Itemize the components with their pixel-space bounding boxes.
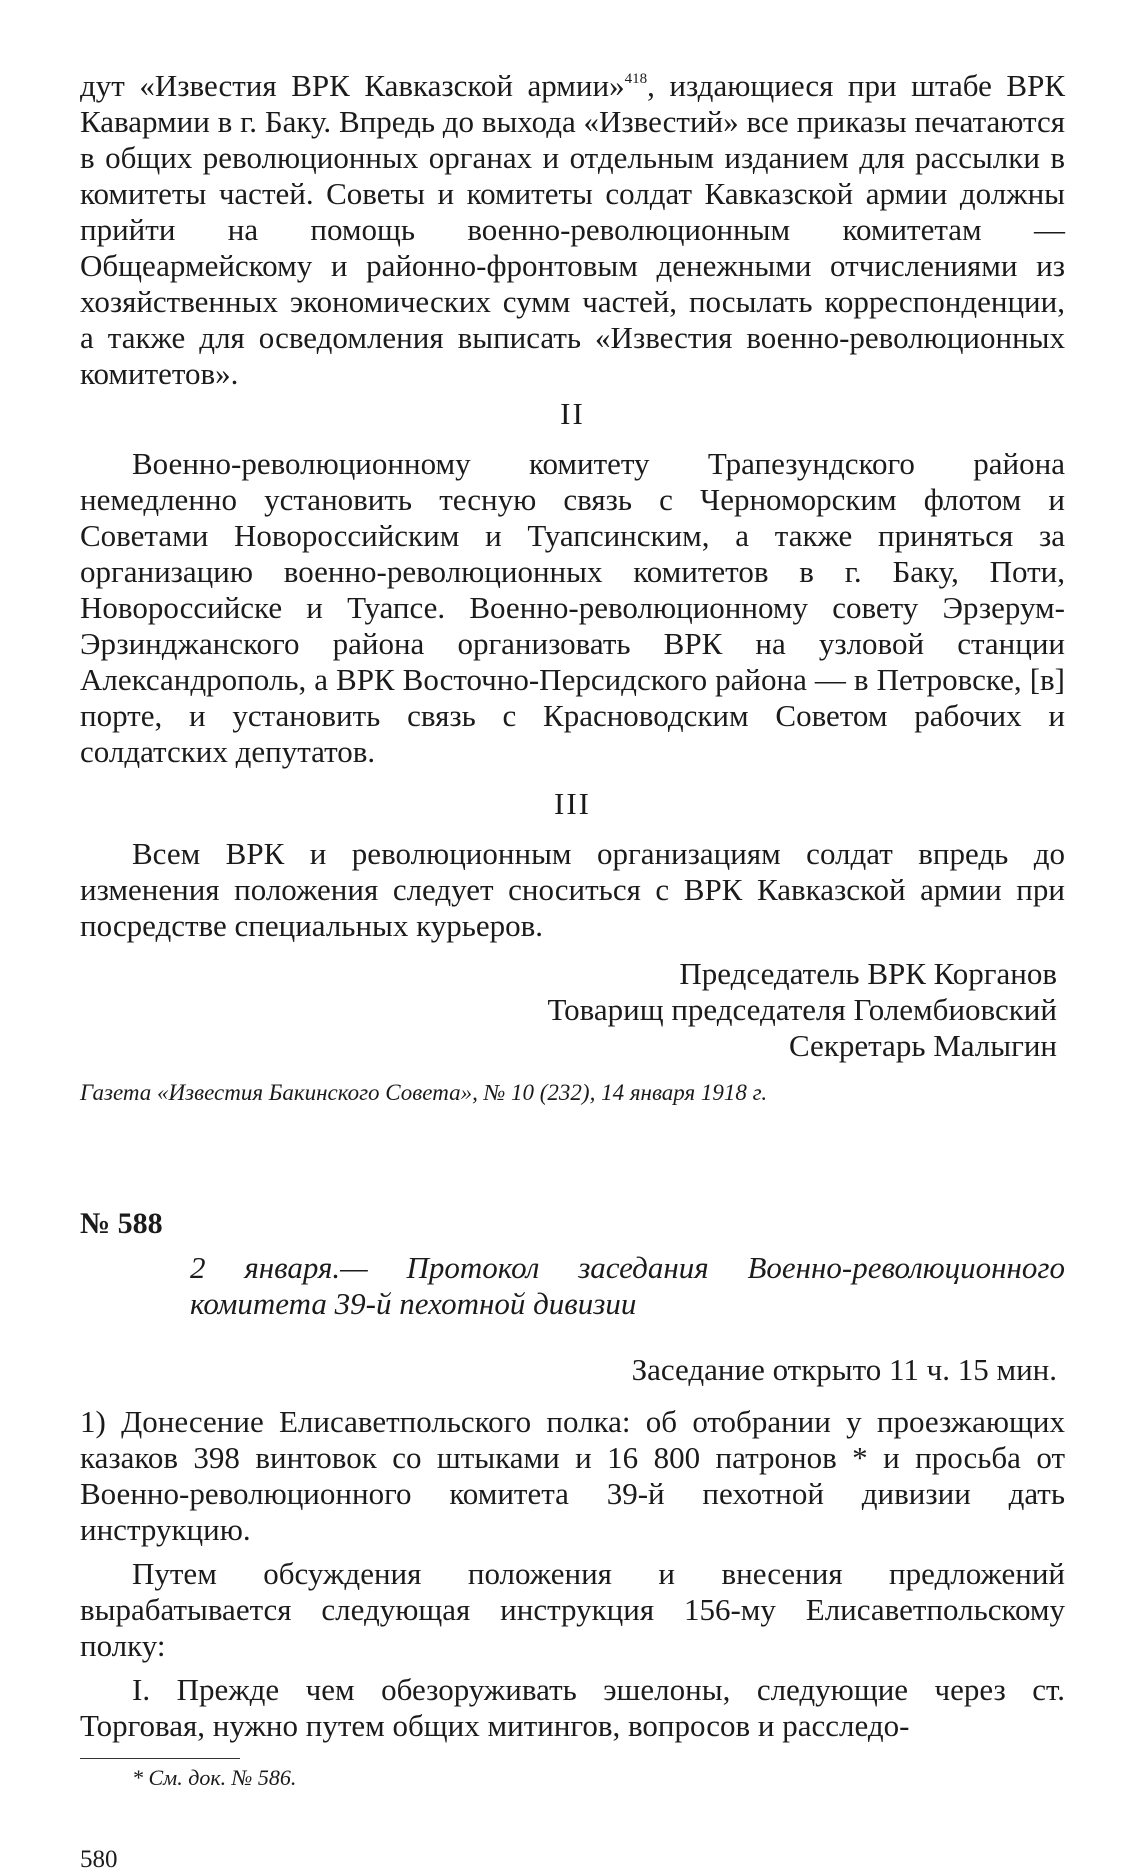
intro-text-end: , издающиеся при штабе ВРК Кавармии в г. Баку. Впредь до выхода «Известий» все приказы печатаются в общих революционных органах и отдельным изданием для рассылки в комитеты частей. Советы и комитеты солдат Кавказской армии должны прийти на помощь военно-революционным комитетам — Общеармейскому и районно-фронтовым денежными отчислениями из хозяйственных экономических сумм частей, посылать корреспонденции, а также для осведомления выписать «Известия военно-революционных комитетов».	[80, 68, 1065, 391]
signature-deputy: Товарищ председателя Голембиовский	[547, 992, 1057, 1027]
page-number: 580	[80, 1846, 118, 1873]
signature-secretary: Секретарь Малыгин	[789, 1028, 1057, 1063]
paragraph-intro	[80, 68, 1065, 392]
signature-block	[80, 956, 1065, 1064]
footnote-rule-wrap	[80, 1754, 1065, 1764]
instruction-point-1: I. Прежде чем обезоруживать эшелоны, следующие через ст. Торговая, нужно путем общих митингов, вопросов и расследо-	[80, 1672, 1065, 1743]
footnote-rule	[80, 1758, 240, 1759]
section-number-ii: II	[560, 396, 585, 431]
meeting-opened-time: Заседание открыто 11 ч. 15 мин.	[631, 1352, 1057, 1387]
intro-text-start: дут «Известия ВРК Кавказской армии»	[80, 68, 625, 103]
section-iii-text: Всем ВРК и революционным организациям солдат впредь до изменения положения следует сноситься с ВРК Кавказской армии при посредстве специальных курьеров.	[80, 836, 1065, 943]
item-1-text: 1) Донесение Елисаветпольского полка: об отобрании у проезжающих казаков 398 винтовок со штыками и 16 800 патронов * и просьба от Военно-революционного комитета 39-й пехотной дивизии дать инструкцию.	[80, 1404, 1065, 1547]
footnote: * См. док. № 586.	[132, 1765, 297, 1790]
document-number: № 588	[80, 1207, 163, 1240]
endnote-reference: 418	[624, 71, 648, 87]
section-ii-text: Военно-революционному комитету Трапезундского района немедленно установить тесную связь с Черноморским флотом и Советами Новороссийским и Туапсинским, а также приняться за организацию военно-революционных комитетов в г. Баку, Поти, Новороссийске и Туапсе. Военно-революционному совету Эрзерум-Эрзинджанского района организовать ВРК на узловой станции Александрополь, а ВРК Восточно-Персидского района — в Петровске, [в] порте, и установить связь с Красноводским Советом рабочих и солдатских депутатов.	[80, 446, 1065, 769]
source-citation: Газета «Известия Бакинского Совета», № 10 (232), 14 января 1918 г.	[80, 1080, 768, 1105]
document-title: 2 января.— Протокол заседания Военно-революционного комитета 39-й пехотной дивизии	[190, 1250, 1065, 1321]
section-number-iii: III	[554, 786, 591, 821]
document-page	[80, 68, 1065, 1874]
signature-chairman: Председатель ВРК Корганов	[679, 956, 1057, 991]
discussion-text: Путем обсуждения положения и внесения предложений вырабатывается следующая инструкция 156-му Елисаветпольскому полку:	[80, 1556, 1065, 1663]
